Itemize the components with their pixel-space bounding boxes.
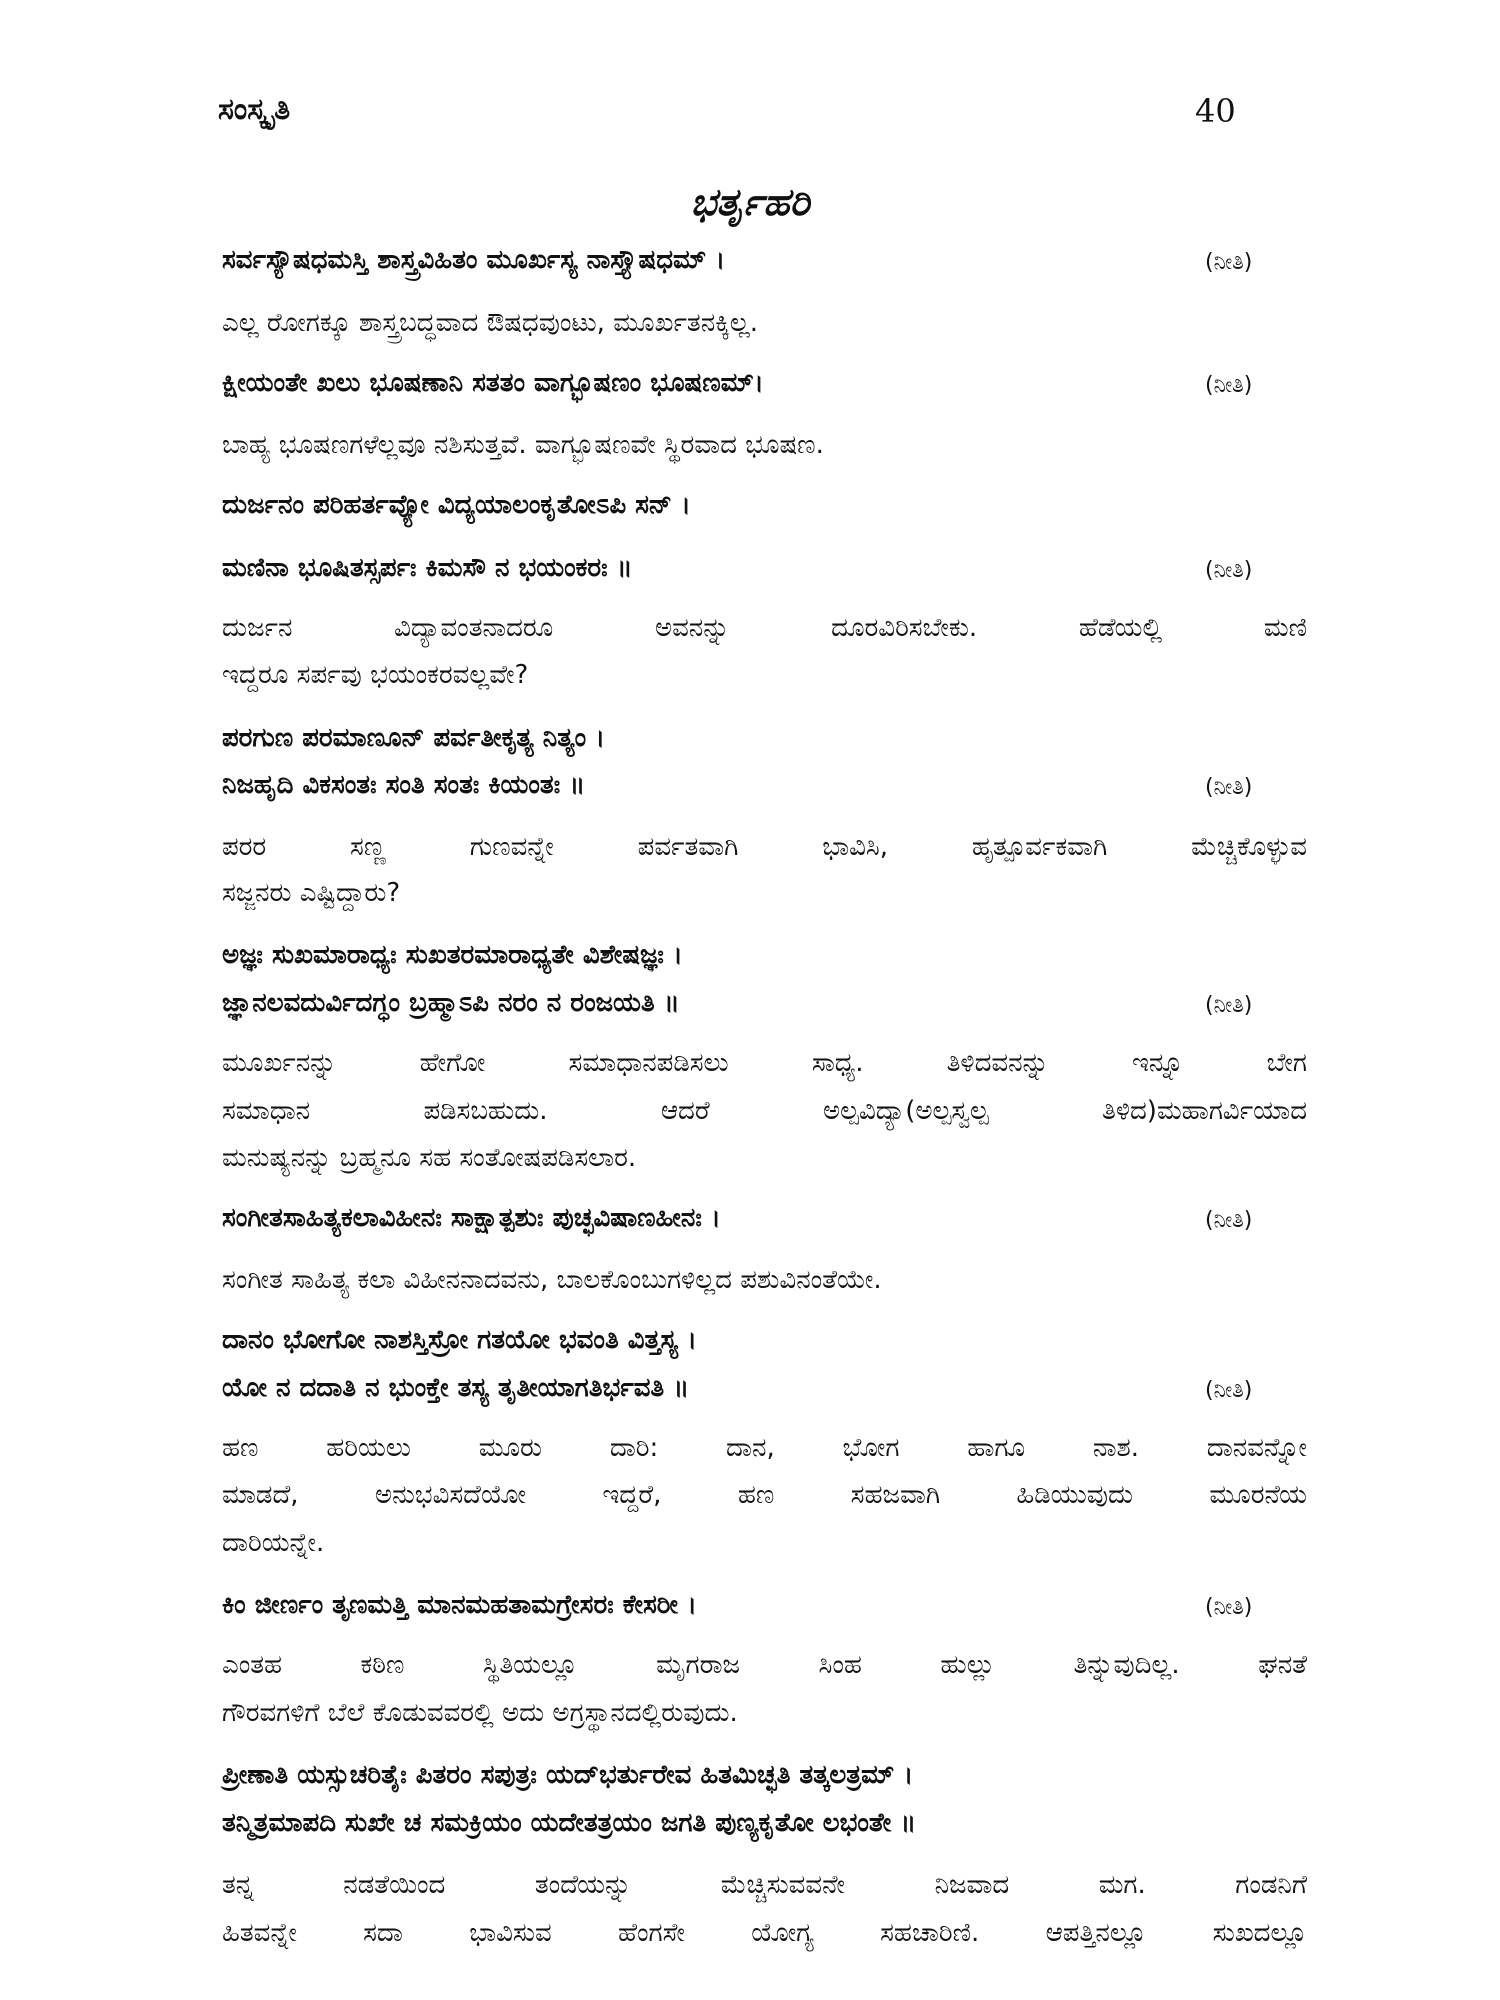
translation-line: ಮನುಷ್ಯನನ್ನು ಬ್ರಹ್ಮನೂ ಸಹ ಸಂತೋಷಪಡಿಸಲಾರ. xyxy=(222,1143,637,1173)
translation-line: ಹಿತವನ್ನೇ ಸದಾ ಭಾವಿಸುವ ಹೆಂಗಸೇ ಯೋಗ್ಯ ಸಹಚಾರಿಣಿ. ಆಪತ್ತಿನಲ್ಲೂ ಸುಖದಲ್ಲೂ xyxy=(222,1918,1307,1948)
verse-line: ಕ್ಷೀಯಂತೇ ಖಲು ಭೂಷಣಾನಿ ಸತತಂ ವಾಗ್ಭೂಷಣಂ ಭೂಷಣಮ್। xyxy=(222,368,764,398)
translation-line: ತನ್ನ ನಡತೆಯಿಂದ ತಂದೆಯನ್ನು ಮೆಚ್ಚಿಸುವವನೇ ನಿಜವಾದ ಮಗ. ಗಂಡನಿಗೆ xyxy=(222,1870,1307,1900)
verse-line: ಯೋ ನ ದದಾತಿ ನ ಭುಂಕ್ತೇ ತಸ್ಯ ತೃತೀಯಾಗತಿರ್ಭವತಿ ॥ xyxy=(222,1373,690,1403)
translation-line: ಎಂತಹ ಕಠಿಣ ಸ್ಥಿತಿಯಲ್ಲೂ ಮೃಗರಾಜ ಸಿಂಹ ಹುಲ್ಲು ತಿನ್ನುವುದಿಲ್ಲ. ಘನತೆ xyxy=(222,1650,1307,1680)
running-head: ಸಂಸ್ಕೃತಿ xyxy=(218,92,291,127)
source-label: (ನೀತಿ) xyxy=(1205,775,1253,800)
translation-line: ದುರ್ಜನ ವಿದ್ಯಾವಂತನಾದರೂ ಅವನನ್ನು ದೂರವಿರಿಸಬೇಕು. ಹೆಡೆಯಲ್ಲಿ ಮಣಿ xyxy=(222,613,1307,643)
source-label: (ನೀತಿ) xyxy=(1205,558,1253,583)
source-label: (ನೀತಿ) xyxy=(1205,1208,1253,1233)
verse-line: ನಿಜಹೃದಿ ವಿಕಸಂತಃ ಸಂತಿ ಸಂತಃ ಕಿಯಂತಃ ॥ xyxy=(222,770,586,800)
translation-line: ಸಂಗೀತ ಸಾಹಿತ್ಯ ಕಲಾ ವಿಹೀನನಾದವನು, ಬಾಲಕೊಂಬುಗಳಿಲ್ಲದ ಪಶುವಿನಂತೆಯೇ. xyxy=(222,1265,882,1295)
translation-line: ಎಲ್ಲ ರೋಗಕ್ಕೂ ಶಾಸ್ತ್ರಬದ್ಧವಾದ ಔಷಧವುಂಟು, ಮೂರ್ಖತನಕ್ಕಿಲ್ಲ. xyxy=(222,308,758,338)
source-label: (ನೀತಿ) xyxy=(1205,373,1253,398)
translation-line: ಪರರ ಸಣ್ಣ ಗುಣವನ್ನೇ ಪರ್ವತವಾಗಿ ಭಾವಿಸಿ, ಹೃತ್ಪೂರ್ವಕವಾಗಿ ಮೆಚ್ಚಿಕೊಳ್ಳುವ xyxy=(222,832,1307,862)
verse-line: ಸಂಗೀತಸಾಹಿತ್ಯಕಲಾವಿಹೀನಃ ಸಾಕ್ಷಾತ್ಪಶುಃ ಪುಚ್ಛವಿಷಾಣಹೀನಃ । xyxy=(222,1203,721,1233)
verse-line: ದಾನಂ ಭೋಗೋ ನಾಶಸ್ತಿಸ್ರೋ ಗತಯೋ ಭವಂತಿ ವಿತ್ತಸ್ಯ । xyxy=(222,1325,697,1355)
verse-line: ಮಣಿನಾ ಭೂಷಿತಸ್ಸರ್ಪಃ ಕಿಮಸೌ ನ ಭಯಂಕರಃ ॥ xyxy=(222,553,633,583)
verse-line: ಅಜ್ಞಃ ಸುಖಮಾರಾಧ್ಯಃ ಸುಖತರಮಾರಾಧ್ಯತೇ ವಿಶೇಷಜ್ಞಃ । xyxy=(222,940,683,970)
translation-line: ಬಾಹ್ಯ ಭೂಷಣಗಳೆಲ್ಲವೂ ನಶಿಸುತ್ತವೆ. ವಾಗ್ಭೂಷಣವೇ ಸ್ಥಿರವಾದ ಭೂಷಣ. xyxy=(222,430,824,460)
source-label: (ನೀತಿ) xyxy=(1205,1595,1253,1620)
verse-line: ಜ್ಞಾನಲವದುರ್ವಿದಗ್ಧಂ ಬ್ರಹ್ಮಾಽಪಿ ನರಂ ನ ರಂಜಯತಿ ॥ xyxy=(222,988,680,1018)
verse-line: ತನ್ಮಿತ್ರಮಾಪದಿ ಸುಖೇ ಚ ಸಮಕ್ರಿಯಂ ಯದೇತತ್ರಯಂ ಜಗತಿ ಪುಣ್ಯಕೃತೋ ಲಭಂತೇ ॥ xyxy=(222,1808,917,1838)
translation-line: ದಾರಿಯನ್ನೇ. xyxy=(222,1528,325,1558)
chapter-title: ಭರ್ತೃಹರಿ xyxy=(690,180,810,224)
translation-line: ಗೌರವಗಳಿಗೆ ಬೆಲೆ ಕೊಡುವವರಲ್ಲಿ ಅದು ಅಗ್ರಸ್ಥಾನದಲ್ಲಿರುವುದು. xyxy=(222,1698,738,1728)
page-number: 40 xyxy=(1195,92,1236,130)
source-label: (ನೀತಿ) xyxy=(1205,250,1253,275)
translation-line: ಮೂರ್ಖನನ್ನು ಹೇಗೋ ಸಮಾಧಾನಪಡಿಸಲು ಸಾಧ್ಯ. ತಿಳಿದವನನ್ನು ಇನ್ನೂ ಬೇಗ xyxy=(222,1048,1307,1078)
verse-line: ಕಿಂ ಜೀರ್ಣಂ ತೃಣಮತ್ತಿ ಮಾನಮಹತಾಮಗ್ರೇಸರಃ ಕೇಸರೀ । xyxy=(222,1590,697,1620)
translation-line: ಸಮಾಧಾನ ಪಡಿಸಬಹುದು. ಆದರೆ ಅಲ್ಪವಿದ್ಯಾ(ಅಲ್ಪಸ್ವಲ್ಪ ತಿಳಿದ)ಮಹಾಗರ್ವಿಯಾದ xyxy=(222,1096,1307,1126)
source-label: (ನೀತಿ) xyxy=(1205,993,1253,1018)
translation-line: ಇದ್ದರೂ ಸರ್ಪವು ಭಯಂಕರವಲ್ಲವೇ? xyxy=(222,660,529,690)
source-label: (ನೀತಿ) xyxy=(1205,1378,1253,1403)
verse-line: ಪರಗುಣ ಪರಮಾಣೂನ್ ಪರ್ವತೀಕೃತ್ಯ ನಿತ್ಯಂ । xyxy=(222,723,606,753)
verse-line: ಸರ್ವಸ್ಯೌಷಧಮಸ್ತಿ ಶಾಸ್ತ್ರವಿಹಿತಂ ಮೂರ್ಖಸ್ಯ ನಾಸ್ತ್ಯೌಷಧಮ್ । xyxy=(222,245,726,275)
verse-line: ದುರ್ಜನಂ ಪರಿಹರ್ತವ್ಯೋ ವಿದ್ಯಯಾಲಂಕೃತೋಽಪಿ ಸನ್ । xyxy=(222,490,691,520)
verse-line: ಪ್ರೀಣಾತಿ ಯಸ್ಸುಚರಿತೈಃ ಪಿತರಂ ಸಪುತ್ರಃ ಯದ್‌ಭರ್ತುರೇವ ಹಿತಮಿಚ್ಛತಿ ತತ್ಕಲತ್ರಮ್ । xyxy=(222,1760,914,1790)
translation-line: ಹಣ ಹರಿಯಲು ಮೂರು ದಾರಿ: ದಾನ, ಭೋಗ ಹಾಗೂ ನಾಶ. ದಾನವನ್ನೋ xyxy=(222,1433,1307,1463)
translation-line: ಮಾಡದೆ, ಅನುಭವಿಸದೆಯೋ ಇದ್ದರೆ, ಹಣ ಸಹಜವಾಗಿ ಹಿಡಿಯುವುದು ಮೂರನೆಯ xyxy=(222,1480,1307,1510)
translation-line: ಸಜ್ಜನರು ಎಷ್ಟಿದ್ದಾರು? xyxy=(222,878,401,908)
